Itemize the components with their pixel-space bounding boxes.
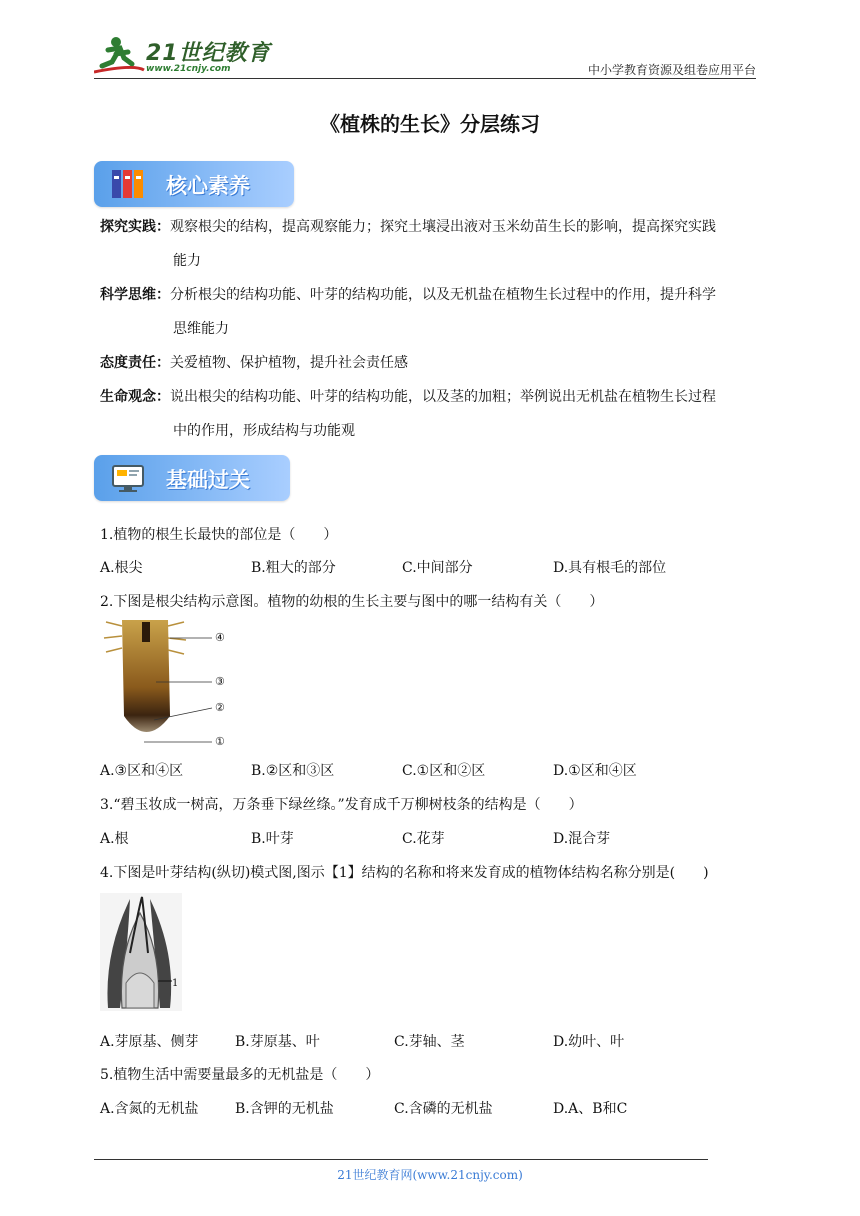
question-3-option-a[interactable]: A.根 bbox=[100, 831, 129, 847]
question-1-option-b[interactable]: B.粗大的部分 bbox=[251, 560, 336, 576]
question-3-option-c[interactable]: C.花芽 bbox=[402, 831, 445, 847]
question-2-option-a[interactable]: A.③区和④区 bbox=[100, 763, 184, 779]
section-title-basic: 基础过关 bbox=[166, 468, 250, 492]
footer-text[interactable]: 21世纪教育网(www.21cnjy.com) bbox=[337, 1168, 523, 1182]
competency-text: 观察根尖的结构，提高观察能力；探究土壤浸出液对玉米幼苗生长的影响，提高探究实践 bbox=[170, 219, 716, 235]
question-5-option-c[interactable]: C.含磷的无机盐 bbox=[394, 1101, 493, 1117]
competency-text: 关爱植物、保护植物，提升社会责任感 bbox=[170, 355, 408, 371]
competency-text-cont: 能力 bbox=[173, 253, 201, 269]
competency-label: 科学思维： bbox=[100, 287, 170, 303]
question-2-stem: 2.下图是根尖结构示意图。植物的幼根的生长主要与图中的哪一结构有关（ ） bbox=[100, 594, 604, 610]
competency-text: 说出根尖的结构功能、叶芽的结构功能，以及茎的加粗；举例说出无机盐在植物生长过程 bbox=[170, 389, 716, 405]
competency-label: 态度责任： bbox=[100, 355, 170, 371]
question-2-option-d[interactable]: D.①区和④区 bbox=[553, 763, 637, 779]
competency-item bbox=[100, 346, 762, 380]
question-5-stem: 5.植物生活中需要量最多的无机盐是（ ） bbox=[100, 1067, 380, 1083]
question-5-option-a[interactable]: A.含氮的无机盐 bbox=[100, 1101, 199, 1117]
section-banner-basic bbox=[94, 455, 290, 501]
question-4-stem: 4.下图是叶芽结构(纵切)模式图,图示【1】结构的名称和将来发育成的植物体结构名称分别是( ) bbox=[100, 865, 709, 881]
section-banner-core bbox=[94, 161, 294, 207]
competency-text-cont: 中的作用，形成结构与功能观 bbox=[173, 423, 355, 439]
root-label-4: ④ bbox=[215, 631, 225, 644]
question-3-stem: 3.“碧玉妆成一树高，万条垂下绿丝绦。”发育成千万柳树枝条的结构是（ ） bbox=[100, 797, 583, 813]
question-1-option-a[interactable]: A.根尖 bbox=[100, 560, 143, 576]
competency-text: 分析根尖的结构功能、叶芽的结构功能，以及无机盐在植物生长过程中的作用，提升科学 bbox=[170, 287, 716, 303]
competency-item bbox=[100, 278, 762, 346]
question-3-option-d[interactable]: D.混合芽 bbox=[553, 831, 611, 847]
logo-url: www.21cnjy.com bbox=[146, 64, 231, 74]
competency-item bbox=[100, 380, 762, 448]
binders-icon bbox=[110, 168, 146, 200]
question-5-option-d[interactable]: D.A、B和C bbox=[553, 1101, 628, 1117]
question-1-option-c[interactable]: C.中间部分 bbox=[402, 560, 473, 576]
question-4-option-b[interactable]: B.芽原基、叶 bbox=[235, 1034, 320, 1050]
competency-label: 生命观念： bbox=[100, 389, 170, 405]
question-5-option-b[interactable]: B.含钾的无机盐 bbox=[235, 1101, 334, 1117]
question-1-stem: 1.植物的根生长最快的部位是（ ） bbox=[100, 527, 338, 543]
bud-label-1: 1 bbox=[172, 978, 179, 989]
root-label-3: ③ bbox=[215, 675, 225, 688]
question-4-option-d[interactable]: D.幼叶、叶 bbox=[553, 1034, 625, 1050]
question-4-option-c[interactable]: C.芽轴、茎 bbox=[394, 1034, 465, 1050]
competency-item bbox=[100, 210, 762, 278]
question-2-option-c[interactable]: C.①区和②区 bbox=[402, 763, 486, 779]
competency-label: 探究实践： bbox=[100, 219, 170, 235]
question-4-option-a[interactable]: A.芽原基、侧芽 bbox=[100, 1034, 199, 1050]
question-2-option-b[interactable]: B.②区和③区 bbox=[251, 763, 335, 779]
header-divider bbox=[94, 78, 756, 79]
root-label-1: ① bbox=[215, 735, 225, 748]
root-label-2: ② bbox=[215, 701, 225, 714]
question-3-option-b[interactable]: B.叶芽 bbox=[251, 831, 294, 847]
leaf-bud-diagram bbox=[100, 893, 182, 1011]
header-platform-text: 中小学教育资源及组卷应用平台 bbox=[587, 63, 756, 77]
logo-text: 21世纪教育 bbox=[146, 41, 271, 66]
computer-icon bbox=[110, 462, 146, 494]
footer-divider bbox=[94, 1159, 708, 1160]
competency-text-cont: 思维能力 bbox=[173, 321, 229, 337]
page-title: 《植株的生长》分层练习 bbox=[320, 112, 540, 136]
section-title-core: 核心素养 bbox=[166, 174, 250, 198]
question-1-option-d[interactable]: D.具有根毛的部位 bbox=[553, 560, 667, 576]
